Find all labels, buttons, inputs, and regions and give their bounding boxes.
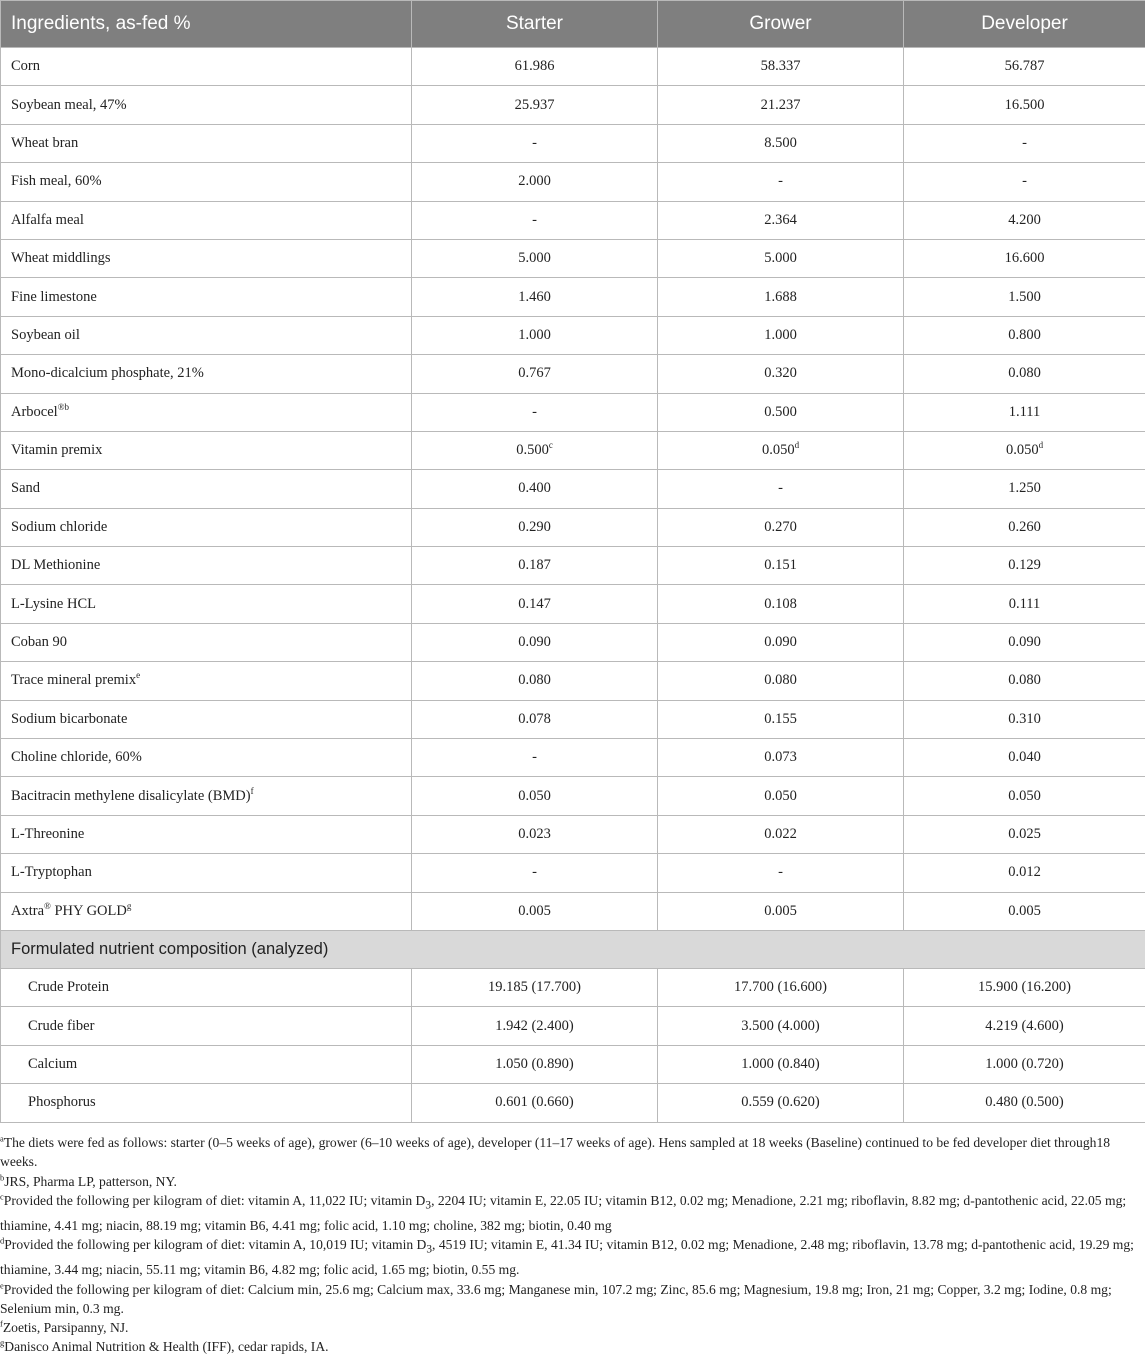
value-grower: 0.155 [658, 700, 904, 738]
value-starter: 0.147 [412, 585, 658, 623]
table-row [1, 470, 1145, 508]
table-row [1, 547, 1145, 585]
value-developer: - [904, 163, 1145, 201]
value-developer: 56.787 [904, 48, 1145, 86]
table-row [1, 854, 1145, 892]
value-grower: 0.050 [658, 777, 904, 815]
table-row [1, 355, 1145, 393]
ingredient-name: Alfalfa meal [1, 201, 412, 239]
value-grower: - [658, 163, 904, 201]
value-developer: 1.250 [904, 470, 1145, 508]
header-ingredients: Ingredients, as-fed % [1, 1, 412, 48]
nutrient-name: Calcium [1, 1045, 412, 1083]
nutrient-value-grower: 17.700 (16.600) [658, 968, 904, 1006]
table-row [1, 124, 1145, 162]
ingredient-name: Wheat bran [1, 124, 412, 162]
nutrient-value-starter: 19.185 (17.700) [412, 968, 658, 1006]
nutrient-value-developer: 0.480 (0.500) [904, 1084, 1145, 1122]
value-grower: 0.050$^d$ [658, 431, 904, 469]
ingredient-name: Wheat middlings [1, 239, 412, 277]
value-grower: 0.090 [658, 623, 904, 661]
ingredient-name: Fine limestone [1, 278, 412, 316]
table-row [1, 739, 1145, 777]
table-row [1, 1084, 1145, 1122]
ingredient-name: DL Methionine [1, 547, 412, 585]
value-starter: - [412, 739, 658, 777]
value-developer: 4.200 [904, 201, 1145, 239]
table-row [1, 1007, 1145, 1045]
nutrient-name: Crude Protein [1, 968, 412, 1006]
ingredient-name: Soybean meal, 47% [1, 86, 412, 124]
ingredient-name: Mono-dicalcium phosphate, 21% [1, 355, 412, 393]
value-grower: 0.022 [658, 815, 904, 853]
ingredient-name: Sodium chloride [1, 508, 412, 546]
value-developer: 0.129 [904, 547, 1145, 585]
ingredient-name: Vitamin premix [1, 431, 412, 469]
table-row [1, 278, 1145, 316]
value-starter: 61.986 [412, 48, 658, 86]
value-developer: 1.111 [904, 393, 1145, 431]
footnote-f: $^f$Zoetis, Parsipanny, NJ. [0, 1318, 129, 1336]
value-starter: 0.005 [412, 892, 658, 930]
nutrient-value-starter: 1.942 (2.400) [412, 1007, 658, 1045]
value-grower: 5.000 [658, 239, 904, 277]
footnote-b: $^b$JRS, Pharma LP, patterson, NY. [0, 1172, 177, 1189]
ingredient-name: L-Tryptophan [1, 854, 412, 892]
value-developer: 0.025 [904, 815, 1145, 853]
footnote-a: $^a$The diets were fed as follows: starter (0–5 weeks of age), grower (6–10 weeks of age), developer (11–17 weeks of age). Hens sampled at 18 weeks (Baseline) continued to be fed developer diet through18 weeks. [0, 1133, 1111, 1170]
value-starter: - [412, 393, 658, 431]
value-starter: 0.187 [412, 547, 658, 585]
value-grower: - [658, 470, 904, 508]
value-grower: 1.000 [658, 316, 904, 354]
value-starter: 0.290 [412, 508, 658, 546]
ingredient-name: Fish meal, 60% [1, 163, 412, 201]
ingredient-name: Axtra® PHY GOLD$^g$ [1, 892, 412, 930]
table-row [1, 508, 1145, 546]
value-developer: 16.600 [904, 239, 1145, 277]
value-developer: 0.260 [904, 508, 1145, 546]
value-starter: - [412, 201, 658, 239]
ingredient-name: Soybean oil [1, 316, 412, 354]
value-starter: 0.400 [412, 470, 658, 508]
ingredient-name: L-Lysine HCL [1, 585, 412, 623]
value-starter: 25.937 [412, 86, 658, 124]
value-developer: 0.012 [904, 854, 1145, 892]
value-starter: - [412, 854, 658, 892]
nutrient-value-developer: 4.219 (4.600) [904, 1007, 1145, 1045]
footnote-c: $^c$Provided the following per kilogram of diet: vitamin A, 11,022 IU; vitamin $D_3$, 2204 IU; vitamin E, 22.05 IU; vitamin B12, 0.02 mg; Menadione, 2.21 mg; riboflavin, 8.82 mg; d-pantothenic acid, 22.05 mg; thiamine, 4.41 mg; niacin, 88.19 mg; vitamin B6, 4.41 mg; folic acid, 1.10 mg; choline, 382 mg; biotin, 0.40 mg [0, 1191, 1127, 1233]
footnotes [0, 1133, 1140, 1357]
table-row [1, 431, 1145, 469]
table-row [1, 777, 1145, 815]
table-row [1, 393, 1145, 431]
value-starter: 0.050 [412, 777, 658, 815]
value-grower: 1.688 [658, 278, 904, 316]
value-grower: 21.237 [658, 86, 904, 124]
ingredient-name: Sand [1, 470, 412, 508]
table-header-row [1, 1, 1145, 48]
table-row [1, 201, 1145, 239]
ingredient-name: Trace mineral premix$^e$ [1, 662, 412, 700]
value-developer: 0.005 [904, 892, 1145, 930]
value-grower: 58.337 [658, 48, 904, 86]
nutrient-value-developer: 15.900 (16.200) [904, 968, 1145, 1006]
table-row [1, 86, 1145, 124]
table-row [1, 892, 1145, 930]
value-developer: 1.500 [904, 278, 1145, 316]
table-row [1, 163, 1145, 201]
header-starter: Starter [412, 1, 658, 48]
ingredient-name: Arbocel$^{®b}$ [1, 393, 412, 431]
value-developer: 0.080 [904, 355, 1145, 393]
value-starter: 1.460 [412, 278, 658, 316]
nutrient-section-title: Formulated nutrient composition (analyzed) [1, 930, 1145, 968]
table-body [1, 48, 1145, 1123]
ingredient-name: Sodium bicarbonate [1, 700, 412, 738]
table-row [1, 662, 1145, 700]
value-grower: 0.270 [658, 508, 904, 546]
value-starter: 0.023 [412, 815, 658, 853]
table-row [1, 1045, 1145, 1083]
value-grower: 0.500 [658, 393, 904, 431]
nutrient-value-developer: 1.000 (0.720) [904, 1045, 1145, 1083]
nutrient-name: Crude fiber [1, 1007, 412, 1045]
value-starter: 0.767 [412, 355, 658, 393]
value-grower: 0.080 [658, 662, 904, 700]
value-starter: 0.500$^c$ [412, 431, 658, 469]
value-developer: 0.090 [904, 623, 1145, 661]
nutrient-value-grower: 3.500 (4.000) [658, 1007, 904, 1045]
value-developer: 16.500 [904, 86, 1145, 124]
table-row [1, 623, 1145, 661]
ingredient-name: Bacitracin methylene disalicylate (BMD)$^f$ [1, 777, 412, 815]
value-starter: 0.078 [412, 700, 658, 738]
header-grower: Grower [658, 1, 904, 48]
value-grower: 0.151 [658, 547, 904, 585]
value-starter: 2.000 [412, 163, 658, 201]
footnote-g: $^g$Danisco Animal Nutrition & Health (IFF), cedar rapids, IA. [0, 1337, 329, 1355]
nutrient-section-row [1, 930, 1145, 968]
value-developer: 0.040 [904, 739, 1145, 777]
header-developer: Developer [904, 1, 1145, 48]
value-starter: 0.090 [412, 623, 658, 661]
value-developer: - [904, 124, 1145, 162]
ingredient-name: L-Threonine [1, 815, 412, 853]
value-grower: 0.073 [658, 739, 904, 777]
value-developer: 0.111 [904, 585, 1145, 623]
nutrient-value-starter: 1.050 (0.890) [412, 1045, 658, 1083]
value-developer: 0.050 [904, 777, 1145, 815]
nutrient-name: Phosphorus [1, 1084, 412, 1122]
value-developer: 0.310 [904, 700, 1145, 738]
nutrient-value-grower: 0.559 (0.620) [658, 1084, 904, 1122]
value-grower: 8.500 [658, 124, 904, 162]
table-row [1, 968, 1145, 1006]
ingredient-name: Coban 90 [1, 623, 412, 661]
value-developer: 0.080 [904, 662, 1145, 700]
value-grower: 0.005 [658, 892, 904, 930]
value-developer: 0.050$^d$ [904, 431, 1145, 469]
value-starter: - [412, 124, 658, 162]
footnote-e: $^e$Provided the following per kilogram of diet: Calcium min, 25.6 mg; Calcium max, 33.6 mg; Manganese min, 107.2 mg; Zinc, 85.6 mg; Magnesium, 19.8 mg; Iron, 21 mg; Copper, 3.2 mg; Iodine, 0.8 mg; Selenium min, 0.3 mg. [0, 1279, 1112, 1316]
ingredient-name: Choline chloride, 60% [1, 739, 412, 777]
value-grower: 0.320 [658, 355, 904, 393]
value-grower: 2.364 [658, 201, 904, 239]
ingredient-name: Corn [1, 48, 412, 86]
table-row [1, 239, 1145, 277]
value-starter: 5.000 [412, 239, 658, 277]
table-row [1, 316, 1145, 354]
table-row [1, 585, 1145, 623]
value-starter: 0.080 [412, 662, 658, 700]
footnote-d: $^d$Provided the following per kilogram of diet: vitamin A, 10,019 IU; vitamin $D_3$, 4519 IU; vitamin E, 41.34 IU; vitamin B12, 0.02 mg; Menadione, 2.48 mg; riboflavin, 13.78 mg; d-pantothenic acid, 19.29 mg; thiamine, 3.44 mg; niacin, 55.11 mg; vitamin B6, 4.82 mg; folic acid, 1.65 mg; biotin, 0.55 mg. [0, 1235, 1134, 1278]
table-row [1, 48, 1145, 86]
value-grower: - [658, 854, 904, 892]
nutrient-value-grower: 1.000 (0.840) [658, 1045, 904, 1083]
nutrient-value-starter: 0.601 (0.660) [412, 1084, 658, 1122]
value-grower: 0.108 [658, 585, 904, 623]
value-starter: 1.000 [412, 316, 658, 354]
table-row [1, 700, 1145, 738]
value-developer: 0.800 [904, 316, 1145, 354]
table-row [1, 815, 1145, 853]
